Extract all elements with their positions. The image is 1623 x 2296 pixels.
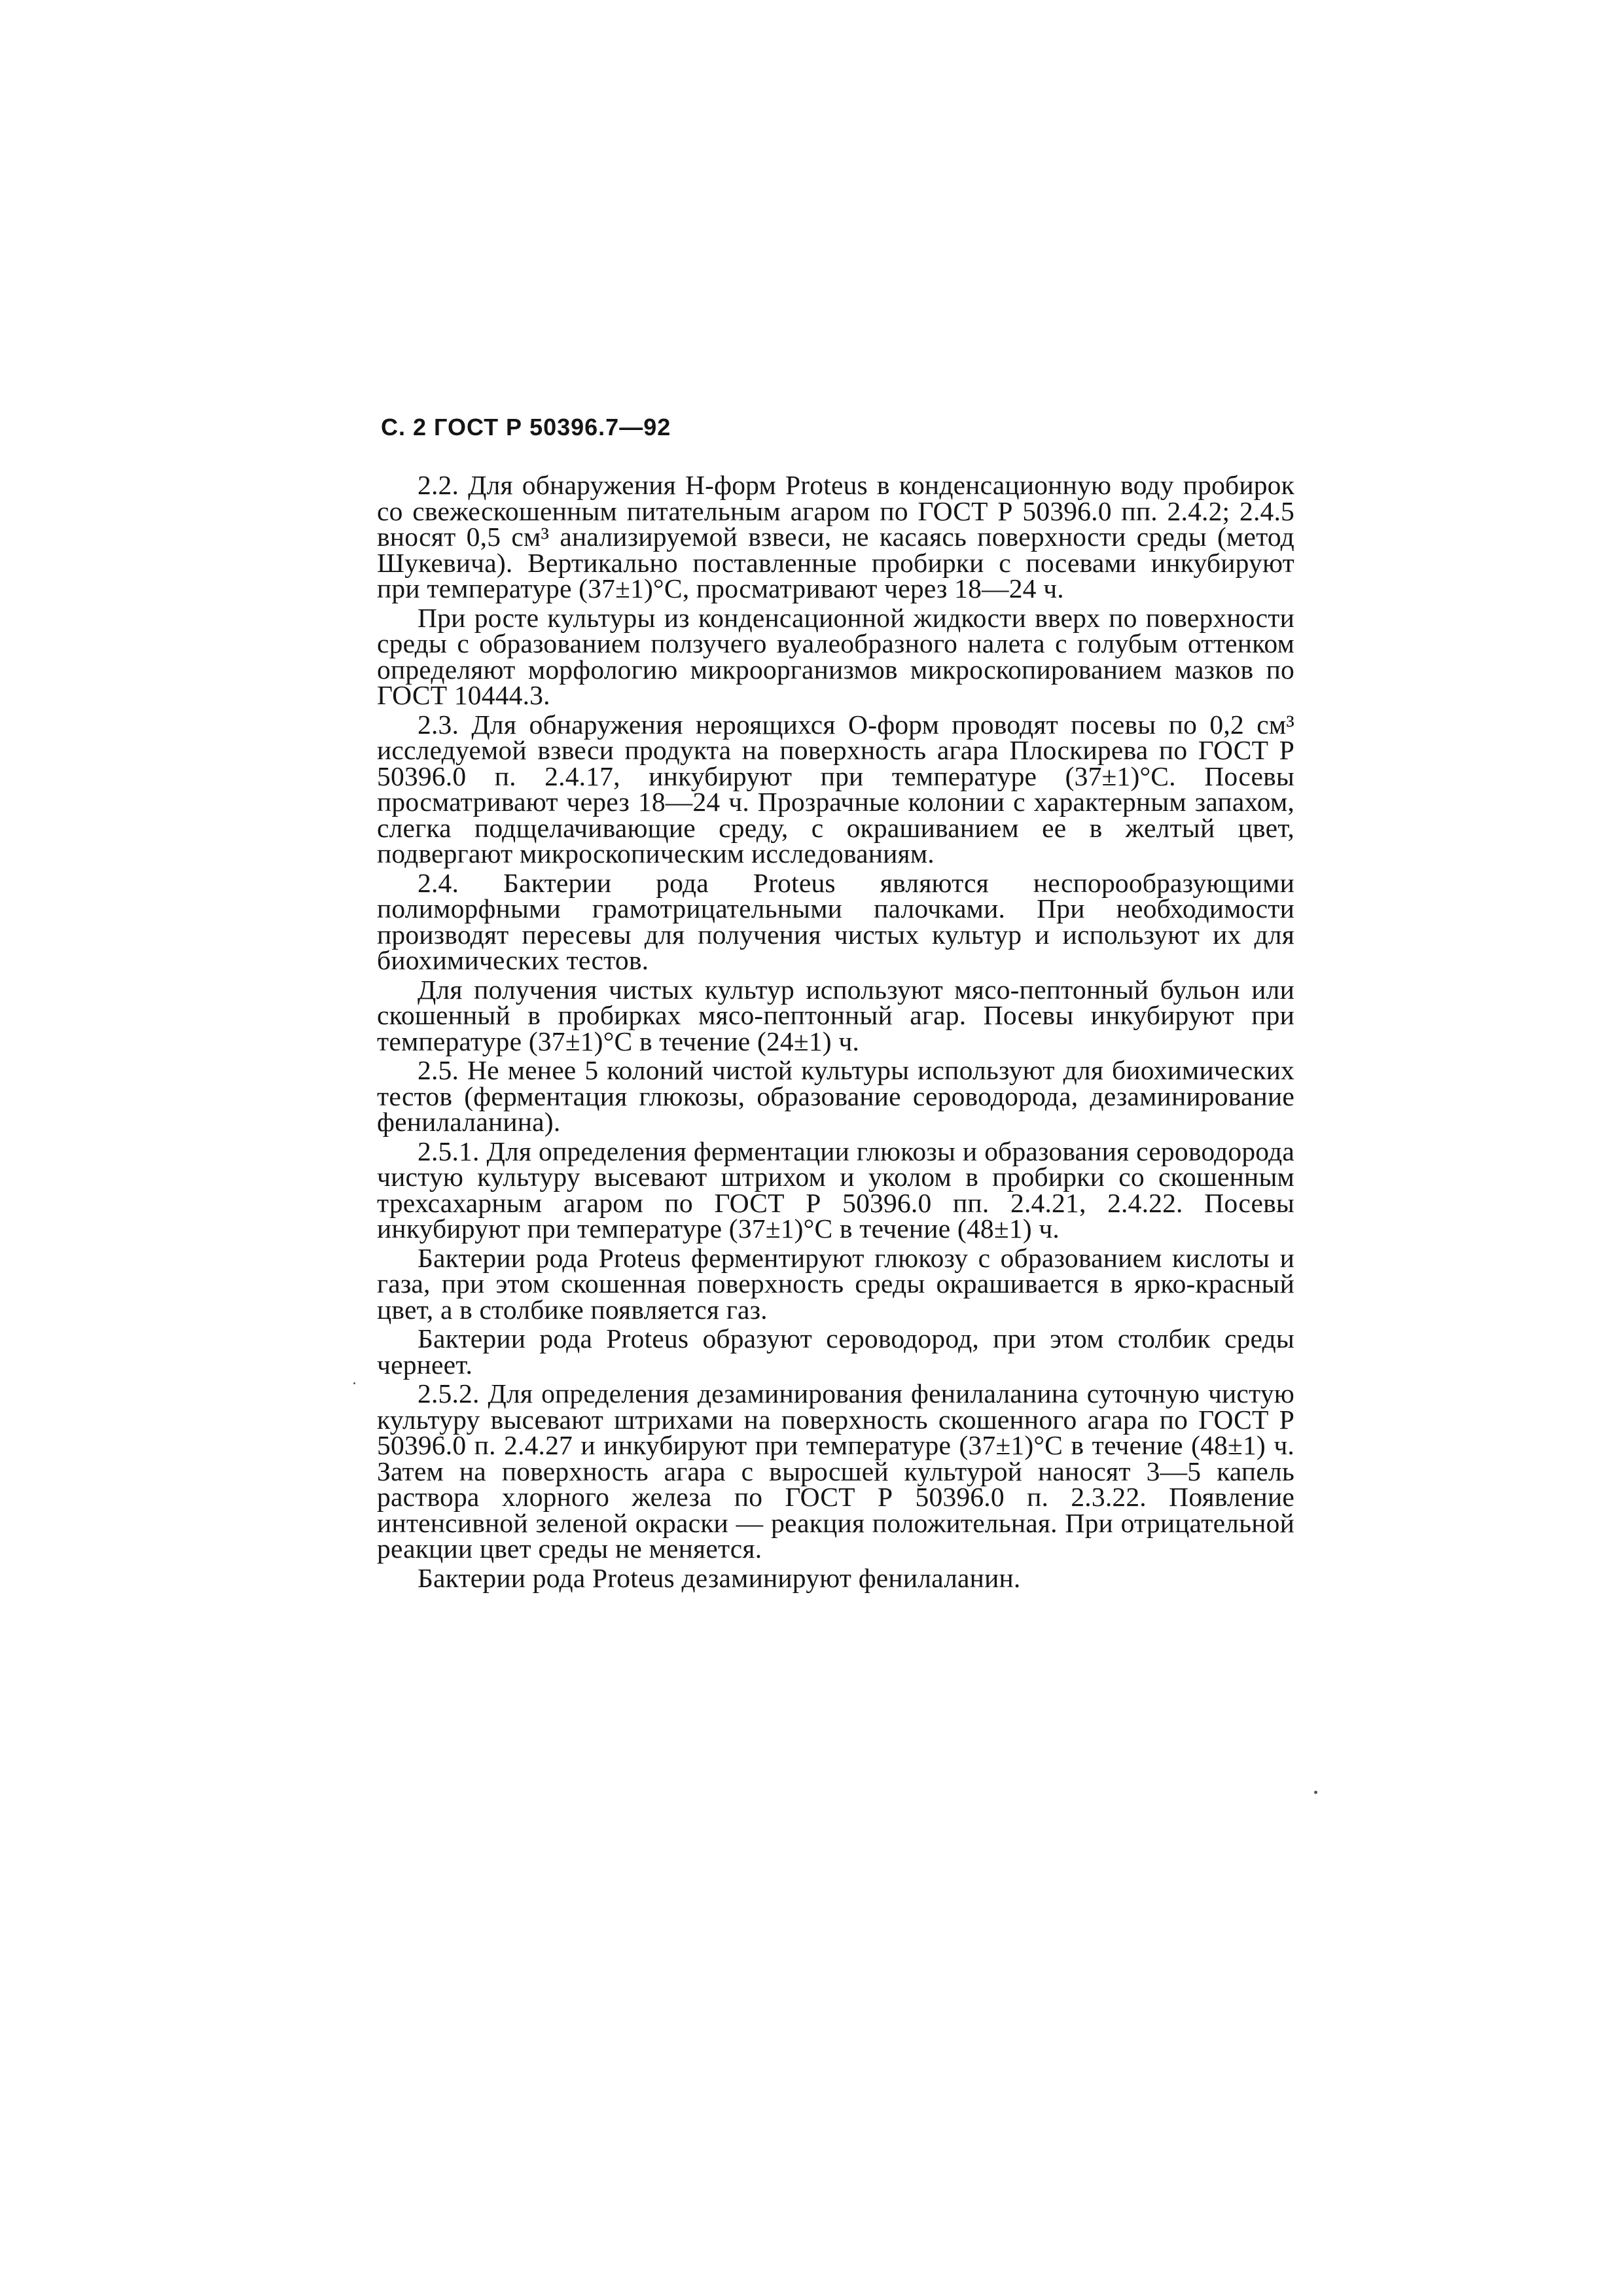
paragraph-2-5-1: 2.5.1. Для определения ферментации глюкозы и образования сероводорода чистую культуру высевают штрихом и уколом в пробирки со скошенным трехсахарным агаром по ГОСТ Р 50396.0 пп. 2.4.21, 2.4.22. Посевы инкубируют при температуре (37±1)°С в течение (48±1) ч.	[377, 1136, 1294, 1244]
paragraph-2-5: 2.5. Не менее 5 колоний чистой культуры используют для биохимических тестов (ферментация глюкозы, образование сероводорода, дезаминирование фенилаланина).	[377, 1055, 1294, 1137]
page-header: С. 2 ГОСТ Р 50396.7—92	[381, 414, 671, 440]
paragraph-deamination-result: Бактерии рода Proteus дезаминируют фенилаланин.	[418, 1562, 1021, 1593]
paragraph-pure-cultures: Для получения чистых культур используют мясо-пептонный бульон или скошенный в пробирках мясо-пептонный агар. Посевы инкубируют при температуре (37±1)°С в течение (24±1) ч.	[377, 974, 1294, 1056]
paragraph-2-4: 2.4. Бактерии рода Proteus являются неспорообразующими полиморфными грамотрицательными палочками. При необходимости производят пересевы для получения чистых культур и используют их для биохимических тестов.	[377, 867, 1294, 975]
paragraph-hydrogen-sulfide: Бактерии рода Proteus образуют сероводород, при этом столбик среды чернеет.	[377, 1323, 1294, 1380]
scan-speck	[353, 1382, 355, 1384]
paragraph-2-5-2: 2.5.2. Для определения дезаминирования фенилаланина суточную чистую культуру высевают штрихами на поверхность скошенного агара по ГОСТ Р 50396.0 п. 2.4.27 и инкубируют при температуре (37±1)°С в течение (48±1) ч. Затем на поверхность агара с выросшей культурой наносят 3—5 капель раствора хлорного железа по ГОСТ Р 50396.0 п. 2.3.22. Появление интенсивной зеленой окраски — реакция положительная. При отрицательной реакции цвет среды не меняется.	[377, 1378, 1294, 1564]
paragraph-h-form-growth: При росте культуры из конденсационной жидкости вверх по поверхности среды с образованием ползучего вуалеобразного налета с голубым оттенком определяют морфологию микроорганизмов микроскопированием мазков по ГОСТ 10444.3.	[377, 602, 1294, 710]
paragraph-2-3: 2.3. Для обнаружения нероящихся О-форм проводят посевы по 0,2 см³ исследуемой взвеси продукта на поверхность агара Плоскирева по ГОСТ Р 50396.0 п. 2.4.17, инкубируют при температуре (37±1)°С. Посевы просматривают через 18—24 ч. Прозрачные колонии с характерным запахом, слегка подщелачивающие среду, с окрашиванием ее в желтый цвет, подвергают микроскопическим исследованиям.	[377, 709, 1294, 869]
document-body	[377, 470, 1294, 1594]
paragraph-glucose-fermentation: Бактерии рода Proteus ферментируют глюкозу с образованием кислоты и газа, при этом скошенная поверхность среды окрашивается в ярко-красный цвет, а в столбике появляется газ.	[377, 1242, 1294, 1325]
paragraph-2-2: 2.2. Для обнаружения Н-форм Proteus в конденсационную воду пробирок со свежескошенным питательным агаром по ГОСТ Р 50396.0 пп. 2.4.2; 2.4.5 вносят 0,5 см³ анализируемой взвеси, не касаясь поверхности среды (метод Шукевича). Вертикально поставленные пробирки с посевами инкубируют при температуре (37±1)°С, просматривают через 18—24 ч.	[377, 470, 1294, 603]
scan-speck	[1314, 1791, 1317, 1794]
